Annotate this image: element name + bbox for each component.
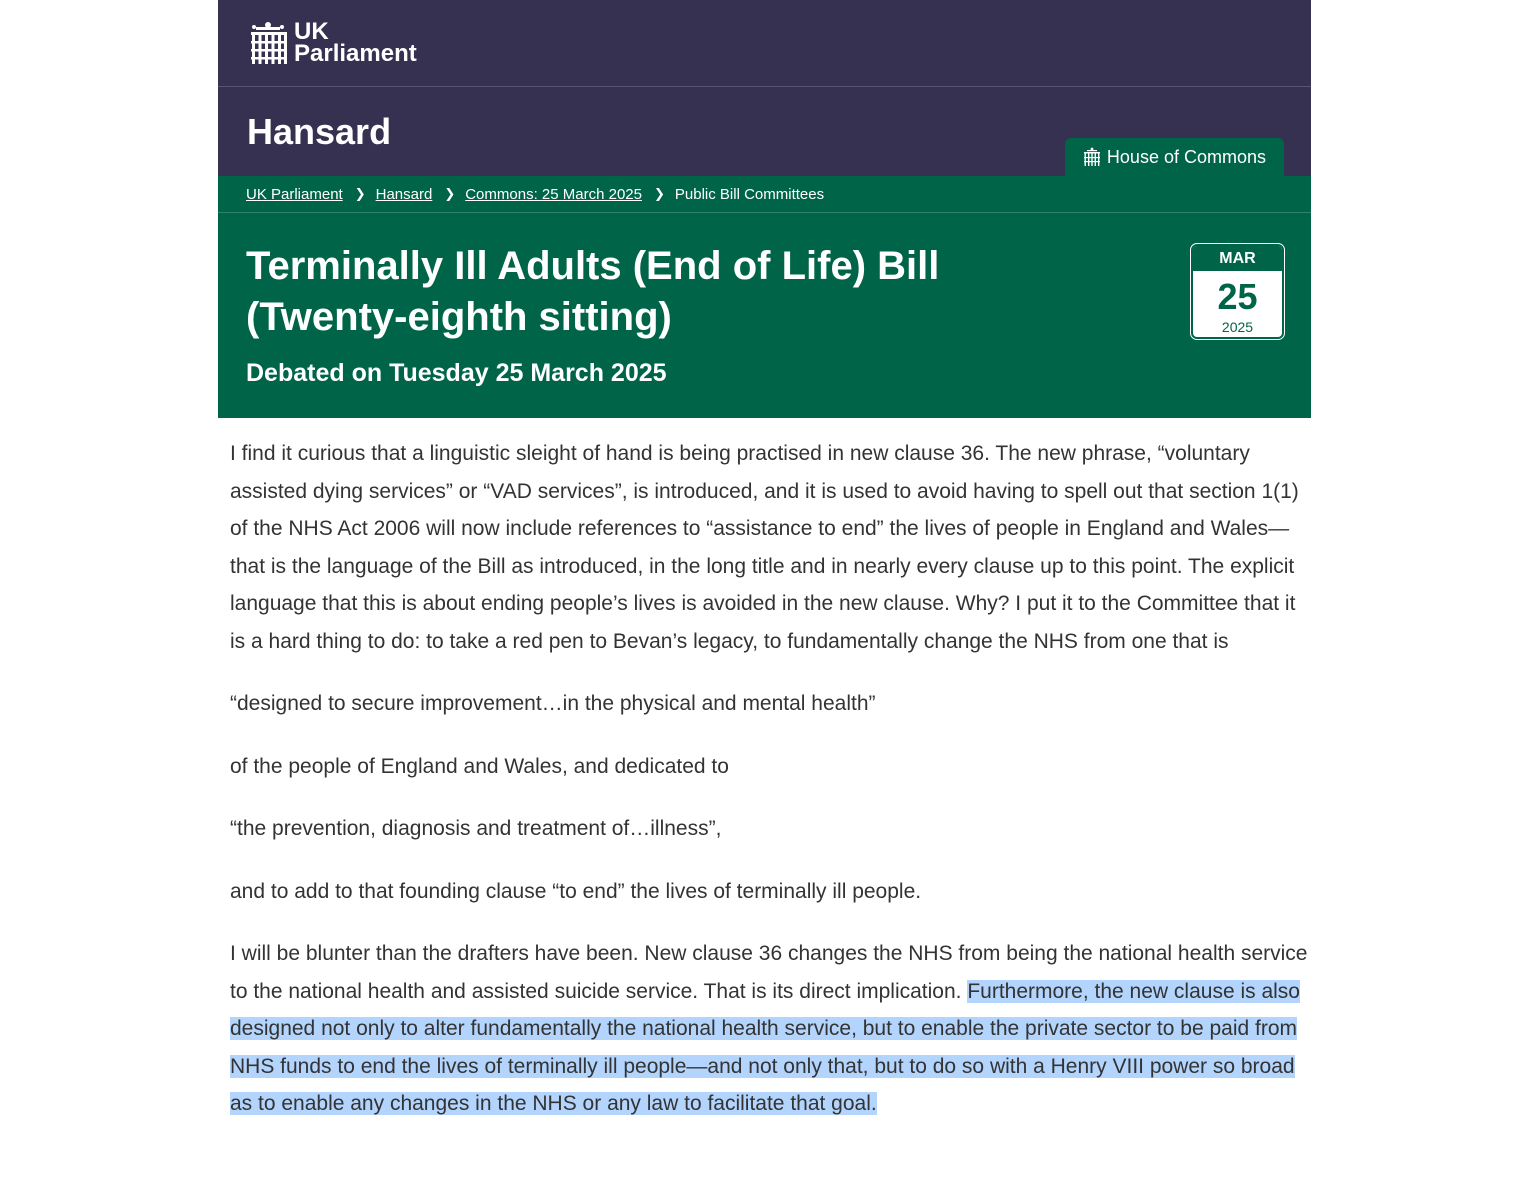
portcullis-icon [1083, 147, 1101, 167]
debated-on-text: Debated on Tuesday 25 March 2025 [246, 359, 667, 387]
speech-paragraph: and to add to that founding clause “to end” the lives of terminally ill people. [230, 879, 922, 903]
logo-line2: Parliament [294, 40, 417, 67]
breadcrumb [218, 176, 1311, 213]
uk-parliament-logo[interactable] [248, 20, 417, 66]
chevron-right-icon: ❯ [653, 186, 665, 201]
debate-title-line1: Terminally Ill Adults (End of Life) Bill [246, 244, 940, 288]
breadcrumb-current: Public Bill Committees [674, 185, 825, 203]
speech-paragraph: I find it curious that a linguistic sleight of hand is being practised in new clause 36. The new phrase, “voluntary assisted dying services” or “VAD services”, is introduced, and it is used to avoid having to spell out that section 1(1) of the NHS Act 2006 will now include references to “assistance to end” the lives of people in England and Wales—that is the language of the Bill as introduced, in the long title and in nearly every clause up to this point. The explicit language that this is about ending people’s lives is avoided in the new clause. Why? I put it to the Committee that it is a hard thing to do: to take a red pen to Bevan’s legacy, to fundamentally change the NHS from one that is [230, 442, 1299, 653]
debate-title [246, 241, 1146, 343]
logo-wordmark [294, 18, 417, 67]
breadcrumb-link-uk-parliament[interactable]: UK Parliament [246, 185, 343, 203]
logo-line1: UK [294, 18, 329, 45]
breadcrumb-link-hansard[interactable]: Hansard [375, 185, 433, 203]
house-tab-label: House of Commons [1106, 146, 1266, 167]
hansard-header [218, 87, 1311, 176]
date-month: MAR [1193, 246, 1282, 271]
quoted-text: “the prevention, diagnosis and treatment of…illness”, [230, 817, 722, 840]
page [218, 0, 1311, 1123]
chevron-right-icon: ❯ [354, 186, 366, 201]
portcullis-icon [248, 20, 288, 66]
debate-title-line2: (Twenty-eighth sitting) [246, 295, 672, 339]
date-year: 2025 [1221, 319, 1254, 335]
debate-title-block [218, 213, 1311, 418]
top-bar [218, 0, 1311, 87]
quoted-text: “designed to secure improvement…in the physical and mental health” [230, 692, 876, 715]
hansard-title[interactable]: Hansard [247, 111, 392, 152]
speech-paragraph: of the people of England and Wales, and dedicated to [230, 754, 729, 778]
debate-content [218, 418, 1311, 1123]
date-day: 25 [1217, 276, 1258, 317]
selected-text-highlight[interactable]: Furthermore, the new clause is also designed not only to alter fundamentally the national health service, but to enable the private sector to be paid from NHS funds to end the lives of terminally ill people—and not only that, but to do so with a Henry VIII power so broad as to enable any changes in the NHS or any law to facilitate that goal. [230, 979, 1300, 1115]
date-badge [1191, 244, 1284, 339]
speech-text: I will be blunter than the drafters have been. New clause 36 changes the NHS from being the national health service to the national health and assisted suicide service. That is its direct implication. [230, 942, 1308, 1003]
house-of-commons-tab[interactable] [1065, 138, 1284, 176]
chevron-right-icon: ❯ [444, 186, 456, 201]
speech-paragraph-final [230, 935, 1311, 1123]
breadcrumb-link-commons-date[interactable]: Commons: 25 March 2025 [465, 185, 642, 203]
